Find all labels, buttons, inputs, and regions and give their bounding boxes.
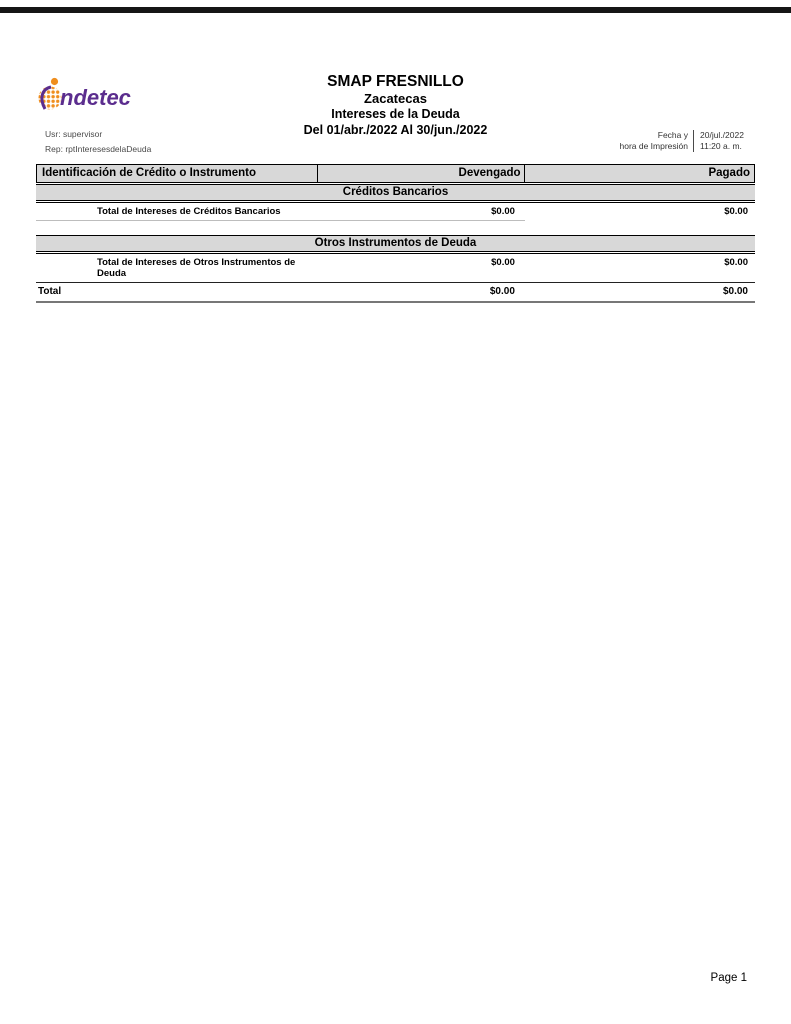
column-header-identification: Identificación de Crédito o Instrumento [37,165,318,182]
total-pagado-cell: $0.00 [722,286,748,297]
column-header-pagado: Pagado [708,167,750,179]
section-header-creditos-bancarios: Créditos Bancarios [36,184,755,201]
row-label: Total de Intereses de Otros Instrumentos de Deuda [97,257,296,279]
print-date: 20/jul./2022 [700,130,744,140]
row-devengado-cell: $0.00 [491,257,515,268]
report-meta [45,127,151,157]
print-info-labels [619,130,693,152]
row-label: Total de Intereses de Créditos Bancarios [97,206,281,217]
print-label-line1: Fecha y [657,130,688,140]
report-date-range: Del 01/abr./2022 Al 30/jun./2022 [303,123,488,137]
print-info-values [693,130,755,152]
page-number: Page 1 [710,972,747,984]
section-gap [36,221,755,234]
report-table [36,164,755,303]
user-label: Usr: supervisor [45,129,103,139]
total-devengado-cell: $0.00 [489,286,515,297]
row-pagado-cell: $0.00 [724,206,748,217]
row-devengado-cell: $0.00 [491,206,515,217]
row-pagado-cell: $0.00 [724,257,748,268]
total-row [36,283,755,303]
report-name: Intereses de la Deuda [331,107,460,121]
org-title: SMAP FRESNILLO [327,73,464,90]
print-info [619,130,755,152]
top-border-bar [0,7,791,13]
section-header-otros-instrumentos: Otros Instrumentos de Deuda [36,235,755,252]
table-row-creditos-total [36,202,755,220]
print-time: 11:20 a. m. [700,141,742,151]
print-label-line2: hora de Impresión [619,141,688,151]
table-header-row [36,164,755,183]
column-header-devengado: Devengado [318,165,524,182]
org-subtitle: Zacatecas [364,91,427,106]
logo-wordmark: ndetec [60,85,131,110]
report-id-label: Rep: rptInteresesdelaDeuda [45,144,152,154]
total-label: Total [38,286,62,297]
table-row-otros-total [36,253,755,283]
